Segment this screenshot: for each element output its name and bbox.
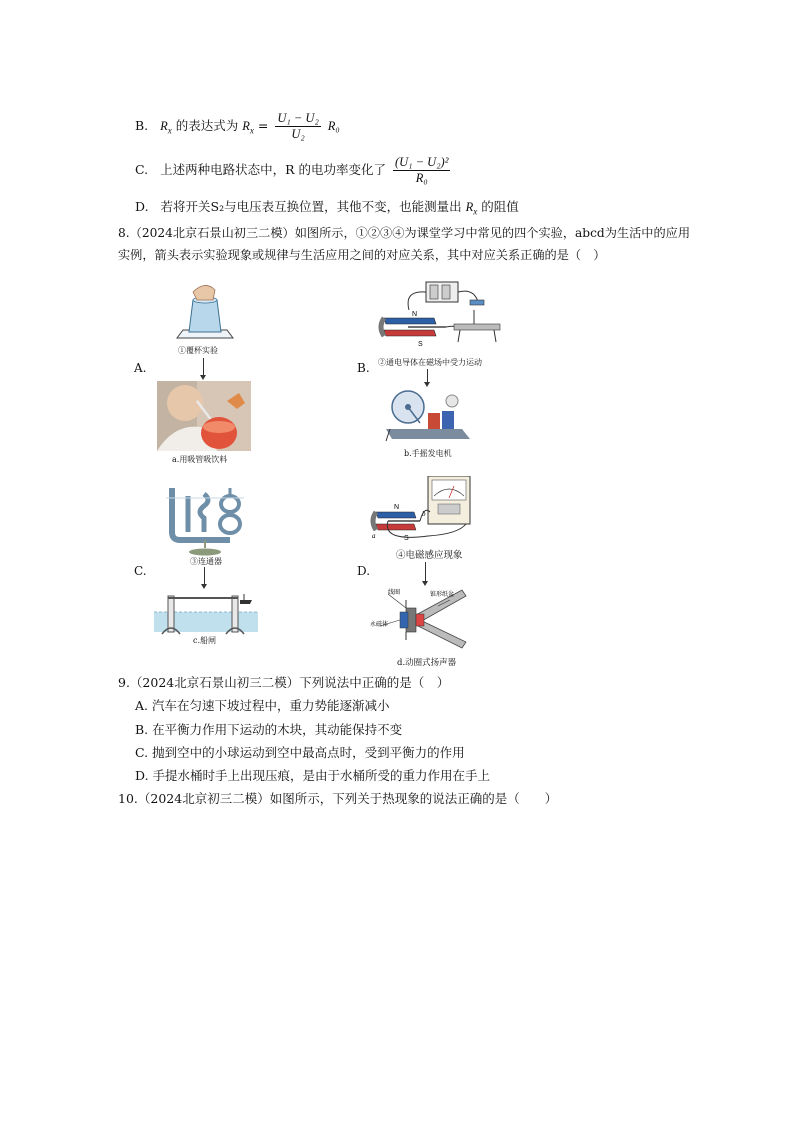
wire-a-label: a	[372, 532, 376, 540]
q9-option-b: B. 在平衡力作用下运动的木块，其动能保持不变	[135, 722, 403, 737]
wire-b-label: b	[422, 510, 426, 518]
magnet-n-label: N	[394, 504, 400, 511]
q7-option-c: C. 上述两种电路状态中，R 的电功率变化了 $\frac{\text{(U₁ − U₂)²}}{\text{R₀}}$	[135, 155, 449, 185]
arrow-a	[203, 358, 204, 376]
hand-crank-generator-photo	[382, 387, 472, 443]
q9-option-a: A. 汽车在匀速下坡过程中，重力势能逐渐减小	[135, 698, 390, 713]
caption-b-bottom: b.手摇发电机	[404, 449, 452, 458]
coil-label: 线圈	[388, 589, 401, 596]
caption-a-top: ①覆杯实验	[178, 346, 218, 355]
caption-a-bottom: a.用吸管吸饮料	[172, 455, 228, 464]
caption-c-bottom: c.船闸	[193, 636, 217, 645]
q7-option-d: D. 若将开关S₂与电压表互换位置，其他不变，也能测量出 $R_x$ 的阻值	[135, 199, 519, 217]
connected-vessel-figure	[160, 484, 250, 556]
arrow-d	[425, 562, 426, 582]
overturned-cup-figure	[175, 280, 235, 342]
magnet-s-label: S	[418, 341, 423, 348]
q9-stem: 9.（2024北京石景山初三二模）下列说法中正确的是（ ）	[118, 675, 450, 690]
cone-label: 锥形纸盆	[430, 591, 455, 598]
caption-c-top: ③连通器	[190, 557, 222, 566]
q7-option-b: B. $R_x$ 的表达式为 $R_x$ = $\frac{\text{U₁ − U₂}}{\text{U₂}}$ R₀	[135, 111, 340, 141]
arrow-c	[204, 567, 205, 585]
q9-option-d: D. 手提水桶时手上出现压痕，是由于水桶所受的重力作用在手上	[135, 768, 491, 783]
caption-d-top: ④电磁感应现象	[396, 550, 463, 561]
permanent-magnet-label: 永磁体	[370, 621, 389, 628]
option-letter: D.	[135, 199, 149, 214]
magnet-n-label: N	[412, 311, 418, 318]
moving-coil-speaker-figure	[370, 586, 470, 654]
drinking-straw-photo	[157, 381, 251, 451]
fraction: $\frac{\text{(U₁ − U₂)²}}{\text{R₀}}$	[394, 155, 449, 185]
arrow-b	[427, 369, 428, 383]
magnet-s-label: S	[404, 535, 409, 542]
ship-lock-figure	[154, 590, 258, 636]
option-letter: B.	[135, 118, 149, 133]
current-in-magnetic-field-figure	[374, 280, 504, 352]
q8-stem-line2: 实例，箭头表示实验现象或规律与生活应用之间的对应关系，其中对应关系正确的是（ ）	[118, 248, 606, 262]
caption-d-bottom: d.动圈式扬声器	[397, 658, 457, 668]
q8-option-c-label: C.	[134, 564, 147, 578]
q9-option-c: C. 抛到空中的小球运动到空中最高点时，受到平衡力的作用	[135, 745, 465, 760]
q8-stem-line1: 8.（2024北京石景山初三二模）如图所示，①②③④为课堂学习中常见的四个实验，abcd为生活中的应用	[118, 226, 691, 240]
option-letter: C.	[135, 162, 149, 177]
q8-option-b-label: B.	[357, 361, 370, 375]
caption-b-top: ②通电导体在磁场中受力运动	[378, 358, 482, 367]
q8-option-d-label: D.	[357, 564, 371, 578]
q8-option-a-label: A.	[134, 361, 147, 375]
electromagnetic-induction-figure	[368, 476, 474, 546]
fraction: $\frac{\text{U₁ − U₂}}{\text{U₂}}$	[277, 111, 319, 141]
q10-stem: 10.（2024北京初三二模）如图所示，下列关于热现象的说法正确的是（ ）	[118, 791, 558, 806]
